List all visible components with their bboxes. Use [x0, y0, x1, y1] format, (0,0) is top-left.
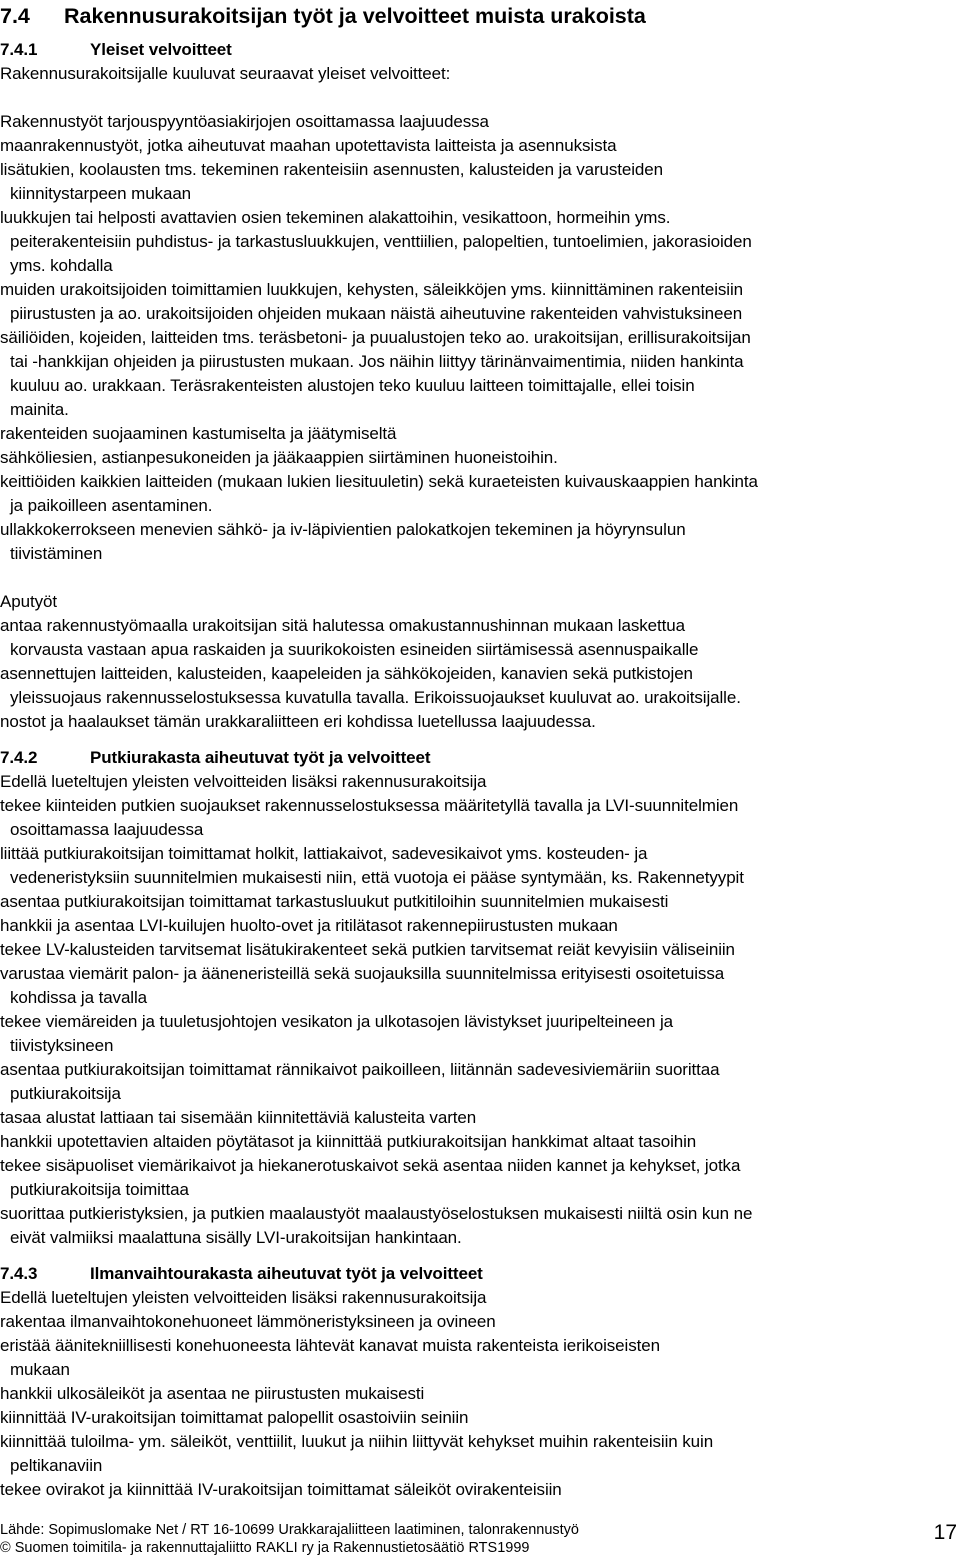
body-line: mukaan — [10, 1360, 70, 1379]
body-line: peiterakenteisiin puhdistus- ja tarkastusluukkujen, venttiilien, palopeltien, tuntoelimien, jakorasioiden — [10, 232, 752, 251]
body-line: Rakennusurakoitsijalle kuuluvat seuraavat yleiset velvoitteet: — [0, 64, 451, 83]
body-line: korvausta vastaan apua raskaiden ja suurikokoisten esineiden siirtämisessä asennuspaikalle — [10, 640, 699, 659]
body-line: peltikanaviin — [10, 1456, 103, 1475]
subsection-label: Aputyöt — [0, 592, 57, 611]
body-line: tiivistäminen — [10, 544, 103, 563]
body-line: varustaa viemärit palon- ja ääneneristeillä sekä suojauksilla suunnitelmissa erityisesti osoitetuissa — [0, 964, 725, 983]
body-line: kiinnittää IV-urakoitsijan toimittamat palopellit osastoiviin seiniin — [0, 1408, 469, 1427]
body-line: tai -hankkijan ohjeiden ja piirustusten mukaan. Jos näihin liittyy tärinänvaimentimia, niiden hankinta — [10, 352, 744, 371]
body-line: yleissuojaus rakennusselostuksessa kuvatulla tavalla. Erikoissuojaukset kuuluvat ao. urakoitsijalle. — [10, 688, 741, 707]
body-line: liittää putkiurakoitsijan toimittamat holkit, lattiakaivot, sadevesikaivot yms. kosteuden- ja — [0, 844, 648, 863]
body-line: maanrakennustyöt, jotka aiheutuvat maahan upotettavista laitteista ja asennuksista — [0, 136, 617, 155]
body-line: tekee kiinteiden putkien suojaukset rakennusselostuksessa määritetyllä tavalla ja LVI-suunnitelmien — [0, 796, 739, 815]
body-line: tasaa alustat lattiaan tai sisemään kiinnitettäviä kalusteita varten — [0, 1108, 477, 1127]
body-line: asentaa putkiurakoitsijan toimittamat rännikaivot paikoilleen, liitännän sadevesiviemäriin suorittaa — [0, 1060, 720, 1079]
body-line: asentaa putkiurakoitsijan toimittamat tarkastusluukut putkitiloihin suunnitelmien mukaisesti — [0, 892, 669, 911]
body-line: Edellä lueteltujen yleisten velvoitteiden lisäksi rakennusurakoitsija — [0, 772, 487, 791]
body-line: Rakennustyöt tarjouspyyntöasiakirjojen osoittamassa laajuudessa — [0, 112, 489, 131]
body-line: lisätukien, koolausten tms. tekeminen rakenteisiin asennusten, kalusteiden ja varusteiden — [0, 160, 663, 179]
section-number: 7.4.2 — [0, 748, 38, 767]
body-line: hankkii upotettavien altaiden pöytätasot ja kiinnittää putkiurakoitsijan hankkimat altaat tasoihin — [0, 1132, 697, 1151]
body-line: hankkii ja asentaa LVI-kuilujen huolto-ovet ja ritilätasot rakennepiirustusten mukaan — [0, 916, 618, 935]
body-line: ullakkokerrokseen menevien sähkö- ja iv-läpivientien palokatkojen tekeminen ja höyrynsulun — [0, 520, 686, 539]
body-line: suorittaa putkieristyksien, ja putkien maalaustyöt maalaustyöselostuksen mukaisesti niiltä osin kun ne — [0, 1204, 753, 1223]
body-line: kohdissa ja tavalla — [10, 988, 148, 1007]
body-line: kiinnittää tuloilma- ym. säleiköt, venttiilit, luukut ja niihin liittyvät kehykset muihin rakenteisiin kuin — [0, 1432, 714, 1451]
section-number: 7.4.3 — [0, 1264, 38, 1283]
body-line: mainita. — [10, 400, 69, 419]
section-title: Putkiurakasta aiheutuvat työt ja velvoitteet — [90, 748, 431, 767]
body-line: tekee viemäreiden ja tuuletusjohtojen vesikaton ja ulkotasojen lävistykset juuripelteineen ja — [0, 1012, 674, 1031]
body-line: tekee ovirakot ja kiinnittää IV-urakoitsijan toimittamat säleiköt ovirakenteisiin — [0, 1480, 562, 1499]
section-heading — [0, 746, 430, 770]
body-line: sähköliesien, astianpesukoneiden ja jääkaappien siirtäminen huoneistoihin. — [0, 448, 558, 467]
body-line: nostot ja haalaukset tämän urakkaraliitteen eri kohdissa luetellussa laajuudessa. — [0, 712, 596, 731]
body-line: asennettujen laitteiden, kalusteiden, kaapeleiden ja sähkökojeiden, kanavien sekä putkistojen — [0, 664, 693, 683]
section-number: 7.4.1 — [0, 40, 38, 59]
body-line: säiliöiden, kojeiden, laitteiden tms. teräsbetoni- ja puualustojen teko ao. urakoitsijan, erillisurakoitsijan — [0, 328, 751, 347]
body-line: osoittamassa laajuudessa — [10, 820, 204, 839]
body-line: tekee sisäpuoliset viemärikaivot ja hiekanerotuskaivot sekä asentaa niiden kannet ja kehykset, jotka — [0, 1156, 741, 1175]
body-line: kiinnitystarpeen mukaan — [10, 184, 192, 203]
body-line: piirustusten ja ao. urakoitsijoiden ohjeiden mukaan näistä aiheutuvine rakenteiden vahvistuksineen — [10, 304, 743, 323]
footer-source: Lähde: Sopimuslomake Net / RT 16-10699 Urakkarajaliitteen laatiminen, talonrakennustyö — [0, 1522, 579, 1538]
footer-copyright: © Suomen toimitila- ja rakennuttajaliitto RAKLI ry ja Rakennustietosäätiö RTS1999 — [0, 1540, 530, 1556]
body-line: eristää äänitekniillisesti konehuoneesta lähtevät kanavat muista rakenteista ierikoiseisten — [0, 1336, 660, 1355]
page-heading — [0, 2, 646, 30]
body-line: ja paikoilleen asentaminen. — [10, 496, 213, 515]
body-line: tekee LV-kalusteiden tarvitsemat lisätukirakenteet sekä putkien tarvitsemat reiät kevyisiin väliseiniin — [0, 940, 735, 959]
body-line: hankkii ulkosäleiköt ja asentaa ne piirustusten mukaisesti — [0, 1384, 425, 1403]
body-line: putkiurakoitsija toimittaa — [10, 1180, 189, 1199]
heading-title: Rakennusurakoitsijan työt ja velvoitteet muista urakoista — [64, 4, 646, 28]
section-heading — [0, 38, 232, 62]
body-line: tiivistyksineen — [10, 1036, 114, 1055]
section-heading — [0, 1262, 483, 1286]
page-number: 17 — [933, 1521, 957, 1544]
body-line: kuuluu ao. urakkaan. Teräsrakenteisten alustojen teko kuuluu laitteen toimittajalle, ellei toisin — [10, 376, 695, 395]
body-line: muiden urakoitsijoiden toimittamien luukkujen, kehysten, säleikköjen yms. kiinnittäminen rakenteisiin — [0, 280, 743, 299]
body-line: putkiurakoitsija — [10, 1084, 121, 1103]
body-line: Edellä lueteltujen yleisten velvoitteiden lisäksi rakennusurakoitsija — [0, 1288, 487, 1307]
body-line: keittiöiden kaikkien laitteiden (mukaan lukien liesituuletin) sekä kuraeteisten kuivauskaappien hankinta — [0, 472, 758, 491]
body-line: vedeneristyksiin suunnitelmien mukaisesti niin, että vuotoja ei pääse syntymään, ks. Rakennetyypit — [10, 868, 744, 887]
body-line: yms. kohdalla — [10, 256, 113, 275]
body-line: antaa rakennustyömaalla urakoitsijan sitä halutessa omakustannushinnan mukaan laskettua — [0, 616, 685, 635]
section-title: Yleiset velvoitteet — [90, 40, 232, 59]
body-line: luukkujen tai helposti avattavien osien tekeminen alakattoihin, vesikattoon, hormeihin yms. — [0, 208, 671, 227]
heading-number: 7.4 — [0, 4, 30, 28]
section-title: Ilmanvaihtourakasta aiheutuvat työt ja velvoitteet — [90, 1264, 483, 1283]
body-line: rakentaa ilmanvaihtokonehuoneet lämmöneristyksineen ja ovineen — [0, 1312, 496, 1331]
body-line: rakenteiden suojaaminen kastumiselta ja jäätymiseltä — [0, 424, 397, 443]
body-line: eivät valmiiksi maalattuna sisälly LVI-urakoitsijan hankintaan. — [10, 1228, 462, 1247]
